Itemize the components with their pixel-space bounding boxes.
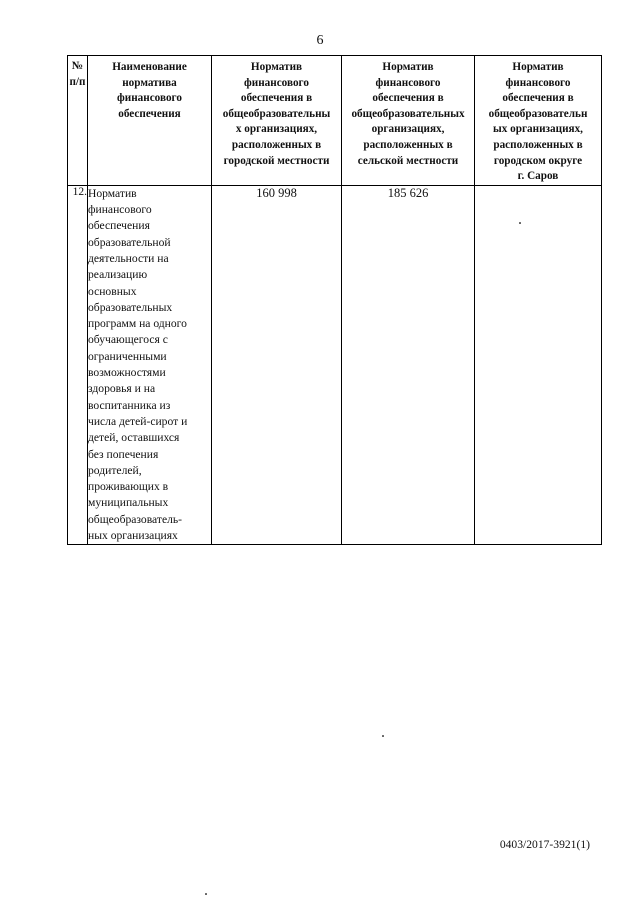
name-line: программ на одного bbox=[88, 317, 187, 331]
document-code: 0403/2017-3921(1) bbox=[499, 838, 590, 851]
rural-value: 185 626 bbox=[342, 185, 475, 545]
scan-speck bbox=[205, 893, 207, 895]
name-line: обучающегося с bbox=[88, 333, 168, 347]
header-number: № п/п bbox=[68, 56, 88, 186]
scan-speck bbox=[519, 222, 521, 224]
name-line: возможностями bbox=[88, 366, 166, 380]
sarov-value bbox=[475, 185, 602, 545]
header-rural: Норматив финансового обеспечения в общеобразовательных организациях, расположенных в сельской местности bbox=[342, 56, 475, 186]
name-line: числа детей-сирот и bbox=[88, 414, 188, 428]
row-name bbox=[88, 185, 212, 545]
header-urban: Норматив финансового обеспечения в общеобразовательны х организациях, расположенных в городской местности bbox=[212, 56, 342, 186]
name-line: ограниченными bbox=[88, 349, 167, 363]
urban-value: 160 998 bbox=[212, 185, 342, 545]
name-line: Норматив bbox=[88, 186, 137, 200]
row-number: 12. bbox=[68, 185, 88, 545]
name-line: ных организациях bbox=[88, 528, 178, 542]
header-sarov: Норматив финансового обеспечения в общеобразовательн ых организациях, расположенных в городском округе г. Саров bbox=[475, 56, 602, 186]
name-line: деятельности на bbox=[88, 251, 169, 265]
header-name: Наименование норматива финансового обеспечения bbox=[88, 56, 212, 186]
name-line: образовательных bbox=[88, 300, 173, 314]
name-line: здоровья и на bbox=[88, 382, 156, 396]
table-header-row bbox=[68, 56, 602, 186]
name-line: общеобразователь- bbox=[88, 512, 183, 526]
standards-table bbox=[67, 55, 602, 545]
scan-speck bbox=[382, 735, 384, 737]
name-line: муниципальных bbox=[88, 496, 169, 510]
page-number: 6 bbox=[316, 33, 324, 48]
name-line: без попечения bbox=[88, 447, 159, 461]
table-row bbox=[68, 185, 602, 545]
name-line: основных bbox=[88, 284, 137, 298]
name-line: детей, оставшихся bbox=[88, 431, 180, 445]
name-line: финансового bbox=[88, 203, 152, 217]
name-line: реализацию bbox=[88, 268, 148, 282]
name-line: проживающих в bbox=[88, 480, 169, 494]
name-line: образовательной bbox=[88, 235, 171, 249]
name-line: обеспечения bbox=[88, 219, 150, 233]
name-line: воспитанника из bbox=[88, 398, 171, 412]
name-line: родителей, bbox=[88, 463, 142, 477]
